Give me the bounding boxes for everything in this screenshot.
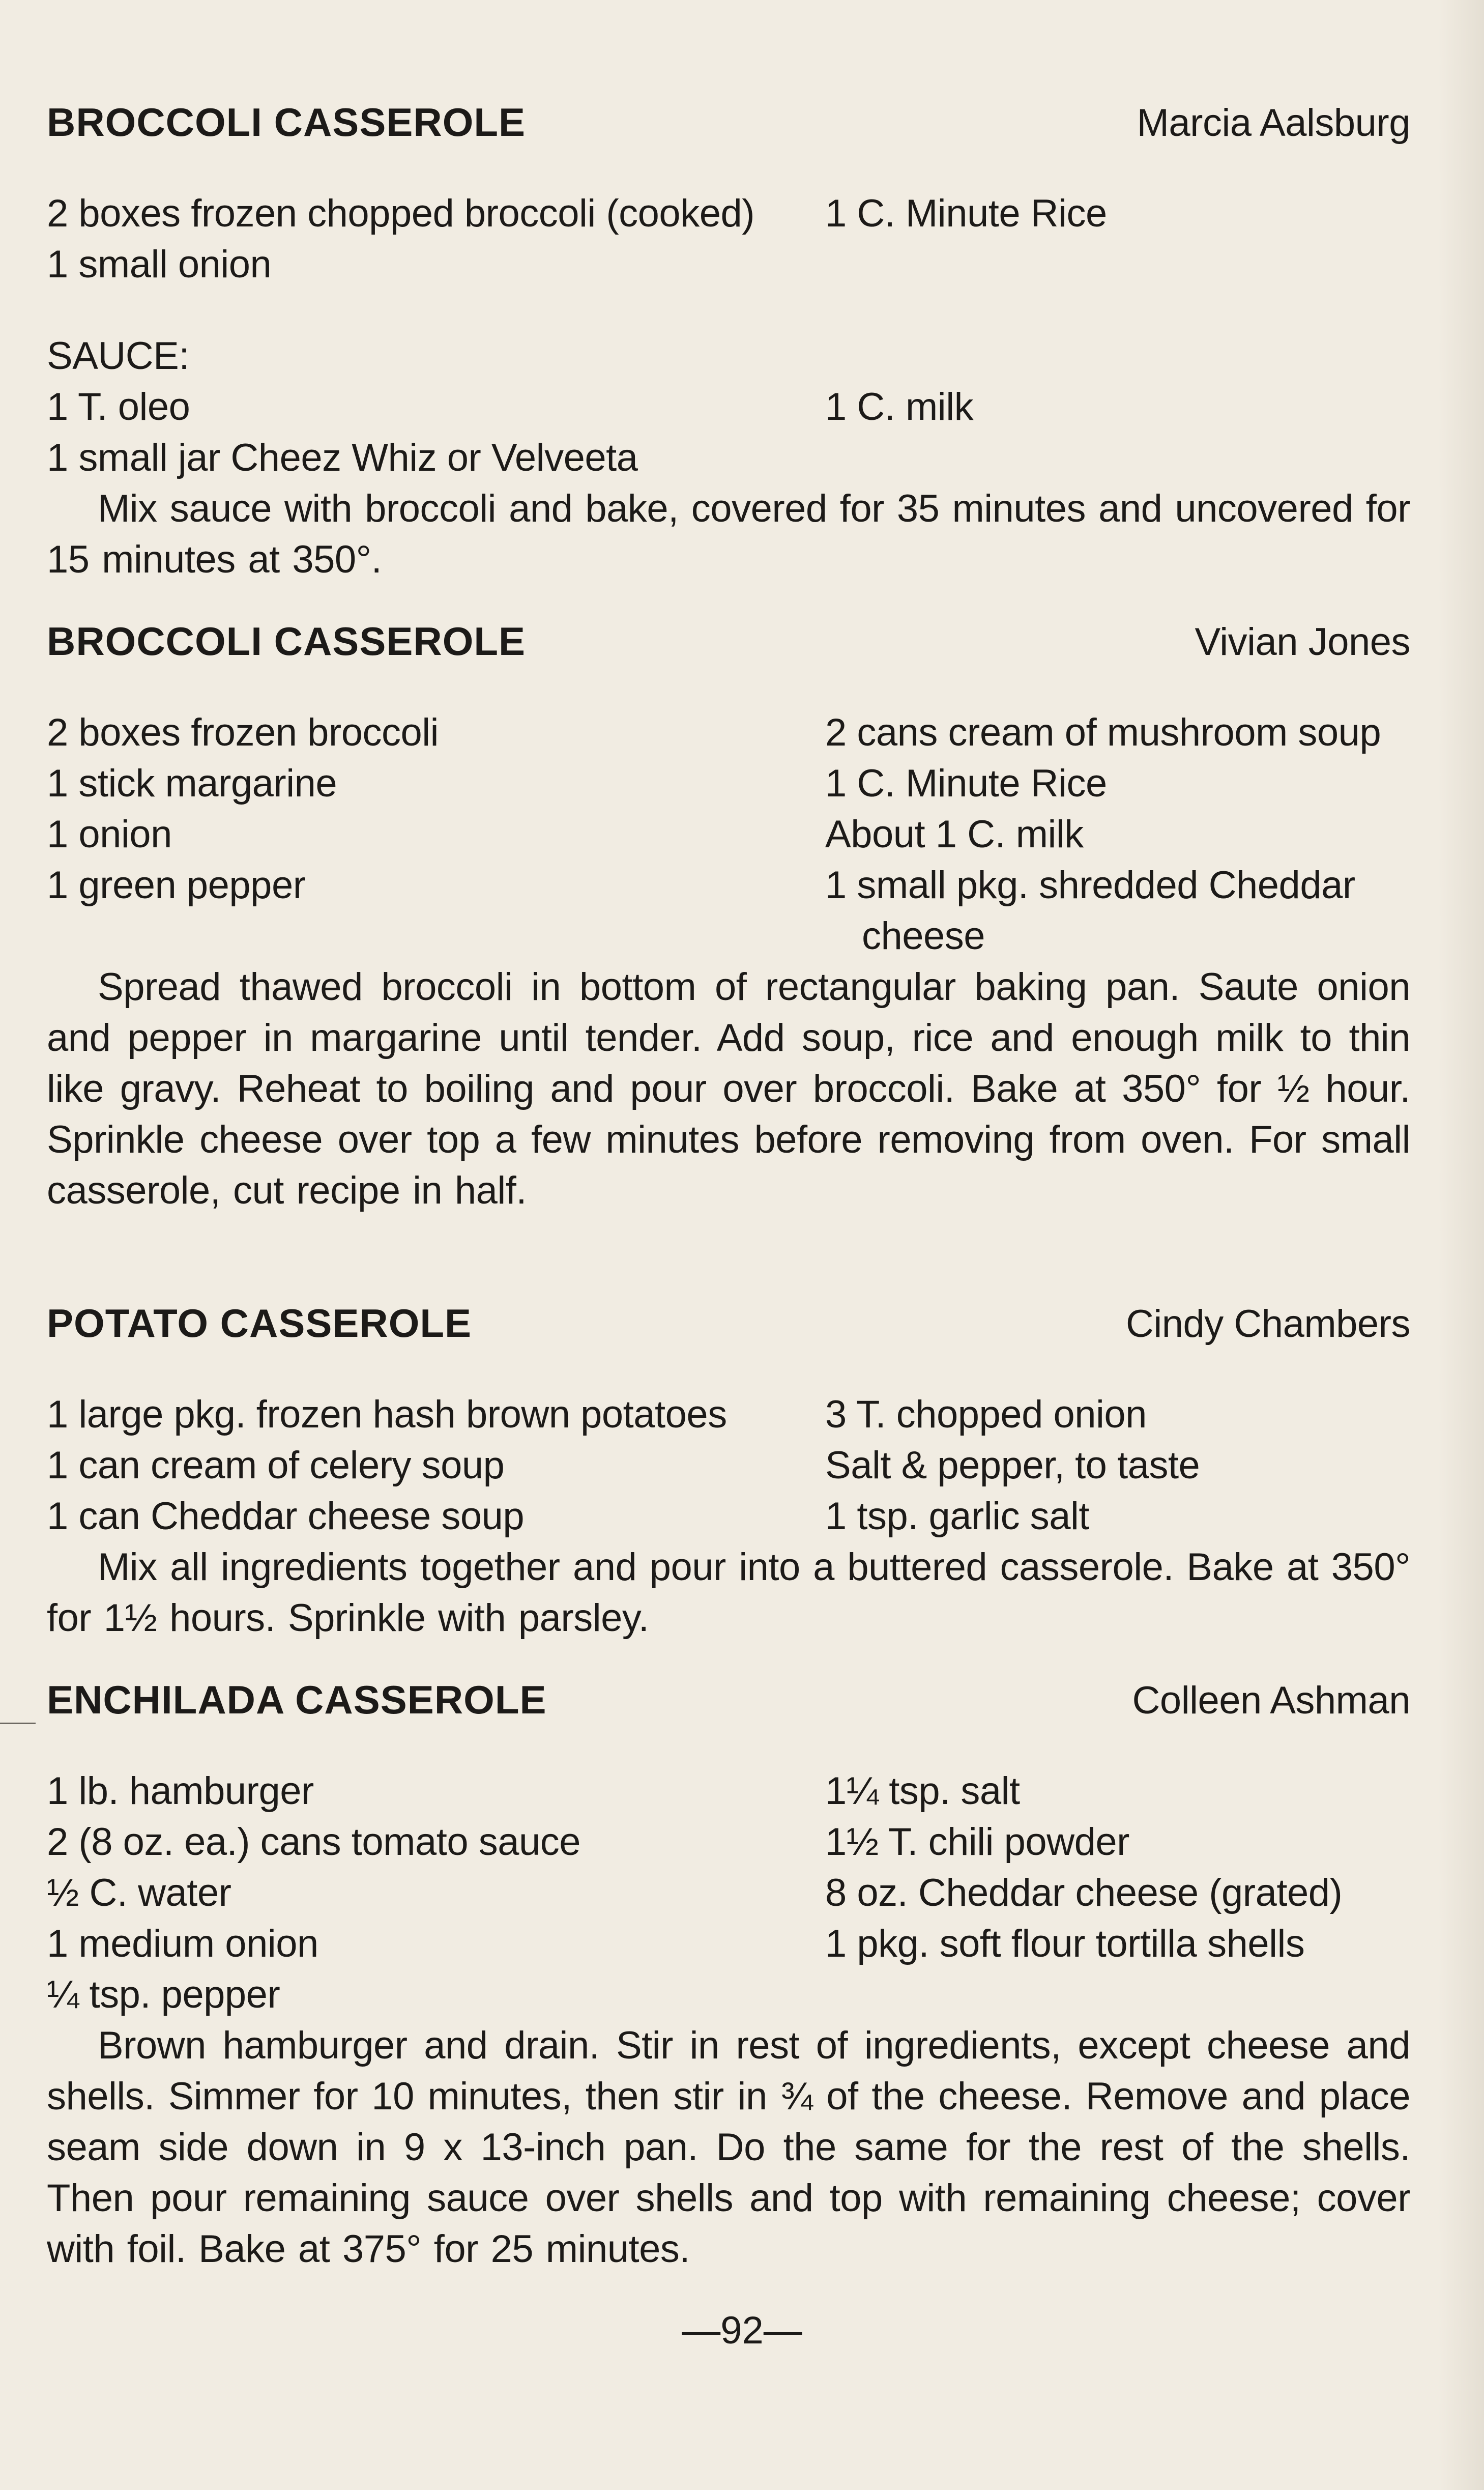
ingredient-item: 1 small jar Cheez Whiz or Velveeta bbox=[47, 436, 638, 479]
recipe-instructions: Brown hamburger and drain. Stir in rest of ingredients, except cheese and shells. Simmer for 10 minutes, then stir in ¾ of the cheese. Remove and place seam side down in 9 x 13-inch pan. Do the same for the rest of the shells. Then pour remaining sauce over shells and top with remaining cheese; cover with foil. Bake at 375° for 25 minutes. bbox=[47, 2024, 1410, 2271]
ingredient-list bbox=[47, 707, 1410, 962]
ingredient-item: 1 can cream of celery soup bbox=[47, 1444, 505, 1487]
ingredient-column-left bbox=[47, 1766, 825, 2020]
ingredient-column-left bbox=[47, 382, 825, 483]
ingredient-item: 1 C. Minute Rice bbox=[825, 762, 1107, 805]
ingredient-item: 2 boxes frozen broccoli bbox=[47, 711, 439, 754]
ingredient-item: 1 green pepper bbox=[47, 864, 306, 907]
cookbook-page bbox=[47, 97, 1410, 2275]
ingredient-item: 1 stick margarine bbox=[47, 762, 337, 805]
recipe-enchilada-casserole bbox=[47, 1674, 1410, 2275]
ingredient-column-right bbox=[825, 1766, 1410, 2020]
page-edge-shading bbox=[1438, 0, 1484, 2490]
ingredient-item-continued: cheese bbox=[862, 914, 985, 958]
ingredient-column-left bbox=[47, 1389, 825, 1542]
recipe-header bbox=[47, 1298, 1410, 1349]
recipe-author: Colleen Ashman bbox=[1132, 1679, 1410, 1722]
sauce-label: SAUCE: bbox=[47, 334, 189, 378]
ingredient-list bbox=[47, 1389, 1410, 1542]
ingredient-list bbox=[47, 1766, 1410, 2020]
ingredient-item: 8 oz. Cheddar cheese (grated) bbox=[825, 1871, 1343, 1914]
recipe-title: BROCCOLI CASSEROLE bbox=[47, 619, 526, 664]
recipe-title: POTATO CASSEROLE bbox=[47, 1301, 472, 1346]
recipe-potato-casserole bbox=[47, 1298, 1410, 1644]
ingredient-column-right bbox=[825, 707, 1410, 962]
ingredient-list bbox=[47, 188, 1410, 290]
ingredient-item: 1 large pkg. frozen hash brown potatoes bbox=[47, 1393, 727, 1436]
recipe-instructions: Mix sauce with broccoli and bake, covered for 35 minutes and uncovered for 15 minutes at 350°. bbox=[47, 487, 1410, 581]
recipe-broccoli-casserole-jones bbox=[47, 616, 1410, 1216]
ingredient-item: 1½ T. chili powder bbox=[825, 1820, 1129, 1864]
recipe-broccoli-casserole-aalsburg bbox=[47, 97, 1410, 585]
page-number: —92— bbox=[682, 2309, 802, 2352]
ingredient-item: 1 lb. hamburger bbox=[47, 1769, 314, 1813]
recipe-instructions: Mix all ingredients together and pour into a buttered casserole. Bake at 350° for 1½ hours. Sprinkle with parsley. bbox=[47, 1545, 1410, 1640]
ingredient-item: ½ C. water bbox=[47, 1871, 231, 1914]
recipe-author: Cindy Chambers bbox=[1126, 1302, 1410, 1346]
ingredient-item: 1¼ tsp. salt bbox=[825, 1769, 1020, 1813]
ingredient-item: 1 T. oleo bbox=[47, 385, 190, 428]
recipe-header bbox=[47, 616, 1410, 667]
ingredient-item: Salt & pepper, to taste bbox=[825, 1444, 1200, 1487]
ingredient-item: 1 C. milk bbox=[825, 385, 974, 428]
recipe-title: BROCCOLI CASSEROLE bbox=[47, 100, 526, 145]
ingredient-item: 2 boxes frozen chopped broccoli (cooked) bbox=[47, 192, 755, 235]
ingredient-item: 1 can Cheddar cheese soup bbox=[47, 1495, 525, 1538]
recipe-author: Vivian Jones bbox=[1195, 620, 1410, 664]
ingredient-item: 1 medium onion bbox=[47, 1922, 318, 1965]
sauce-ingredient-list bbox=[47, 382, 1410, 483]
ingredient-item: 1 onion bbox=[47, 813, 172, 856]
ingredient-column-left bbox=[47, 188, 825, 290]
recipe-author: Marcia Aalsburg bbox=[1137, 101, 1410, 145]
ingredient-item: 2 (8 oz. ea.) cans tomato sauce bbox=[47, 1820, 581, 1864]
ingredient-column-left bbox=[47, 707, 825, 962]
ingredient-item: 1 small onion bbox=[47, 243, 272, 286]
ingredient-item: ¼ tsp. pepper bbox=[47, 1973, 280, 2016]
ingredient-item: 3 T. chopped onion bbox=[825, 1393, 1147, 1436]
recipe-header bbox=[47, 97, 1410, 148]
ingredient-item: 2 cans cream of mushroom soup bbox=[825, 711, 1381, 754]
ingredient-column-right bbox=[825, 382, 1410, 483]
ingredient-item: 1 C. Minute Rice bbox=[825, 192, 1107, 235]
recipe-title: ENCHILADA CASSEROLE bbox=[47, 1677, 547, 1722]
ingredient-item: 1 tsp. garlic salt bbox=[825, 1495, 1089, 1538]
recipe-instructions: Spread thawed broccoli in bottom of rectangular baking pan. Saute onion and pepper in margarine until tender. Add soup, rice and enough milk to thin like gravy. Reheat to boiling and pour over broccoli. Bake at 350° for ½ hour. Sprinkle cheese over top a few minutes before removing from oven. For small casserole, cut recipe in half. bbox=[47, 965, 1410, 1212]
ingredient-item: 1 small pkg. shredded Cheddar bbox=[825, 864, 1355, 907]
ingredient-column-right bbox=[825, 1389, 1410, 1542]
ingredient-column-right bbox=[825, 188, 1410, 290]
ingredient-item: 1 pkg. soft flour tortilla shells bbox=[825, 1922, 1305, 1965]
ingredient-item: About 1 C. milk bbox=[825, 813, 1084, 856]
recipe-header bbox=[47, 1674, 1410, 1725]
margin-tick-mark bbox=[0, 1723, 36, 1724]
